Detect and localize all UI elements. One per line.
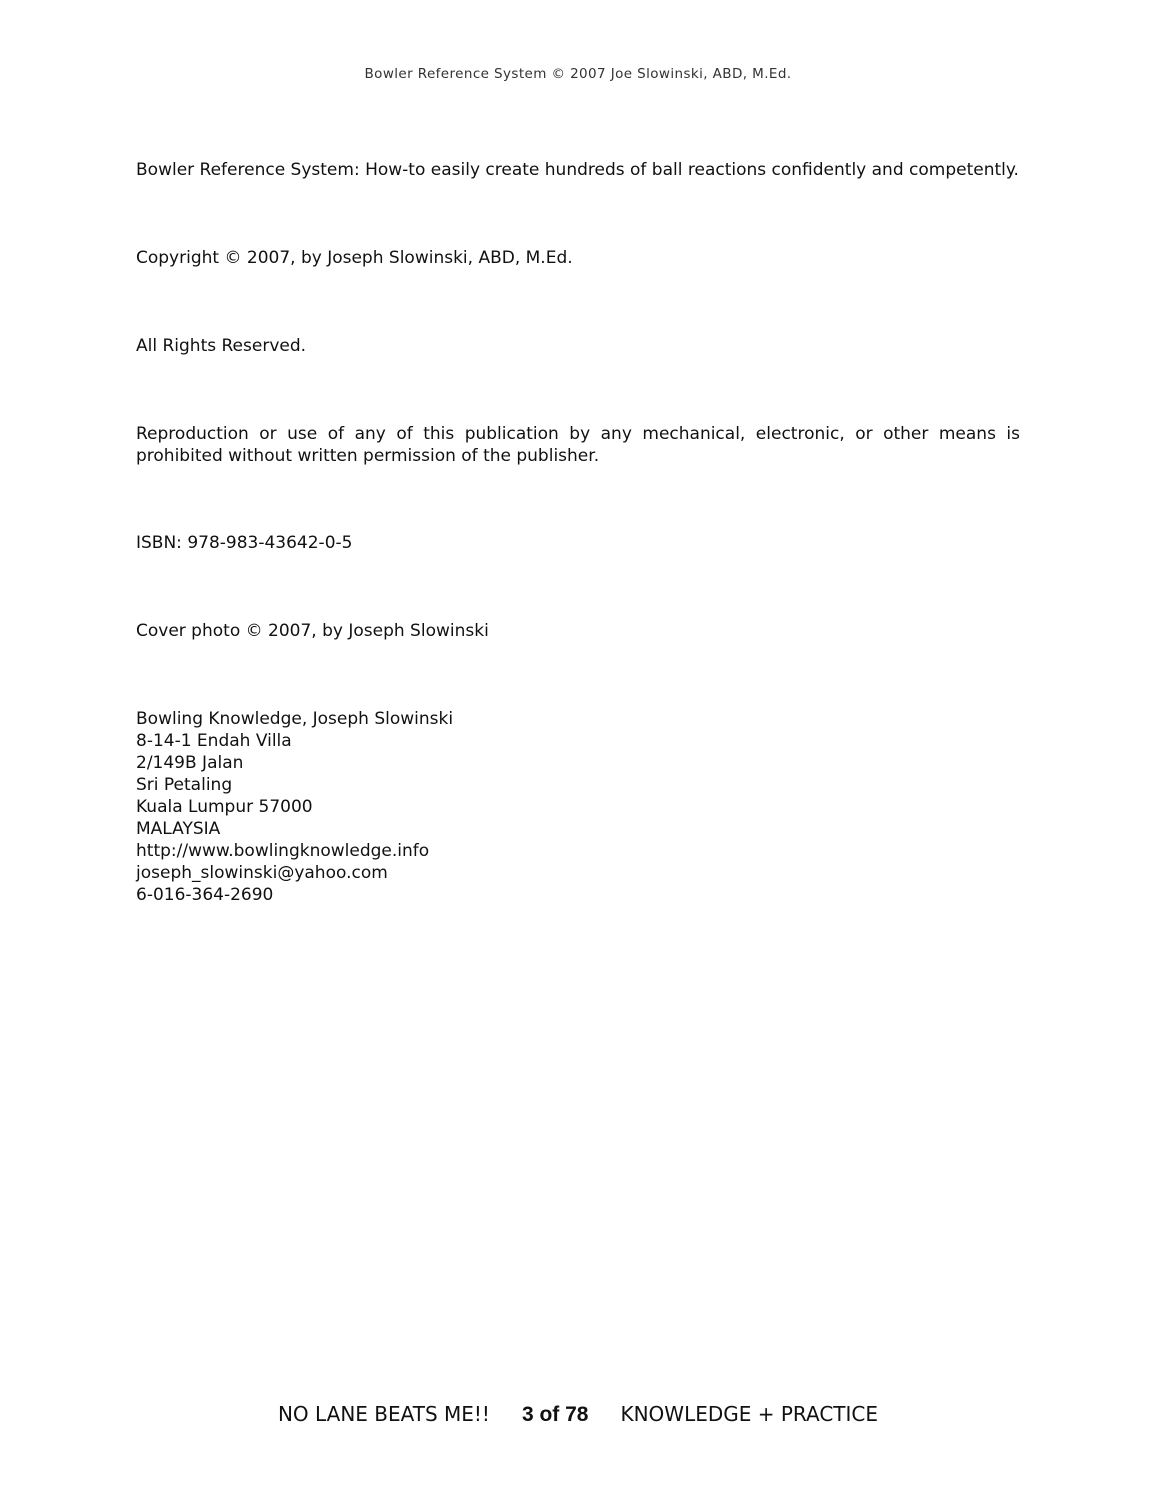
address-line-street: 8-14-1 Endah Villa (136, 731, 292, 751)
address-line-jalan: 2/149B Jalan (136, 753, 244, 773)
isbn-line: ISBN: 978-983-43642-0-5 (136, 533, 353, 553)
page-indicator: 3 of 78 (521, 1403, 589, 1426)
running-header: Bowler Reference System © 2007 Joe Slowinski, ABD, M.Ed. (364, 66, 792, 82)
address-line-area: Sri Petaling (136, 775, 233, 795)
email-link[interactable]: joseph_slowinski@yahoo.com (136, 863, 388, 883)
publisher-address (136, 708, 1020, 906)
address-line-city: Kuala Lumpur 57000 (136, 797, 313, 817)
rights-line: All Rights Reserved. (136, 336, 307, 356)
title-paragraph: Bowler Reference System: How-to easily create hundreds of ball reactions confidently and competently. (136, 160, 1019, 180)
footer-slogan: NO LANE BEATS ME!! (277, 1402, 490, 1426)
cover-photo-credit: Cover photo © 2007, by Joseph Slowinski (136, 621, 489, 641)
phone-number: 6-016-364-2690 (136, 885, 274, 905)
address-line-country: MALAYSIA (136, 819, 221, 839)
footer-tagline: KNOWLEDGE + PRACTICE (620, 1402, 879, 1426)
website-link[interactable]: http://www.bowlingknowledge.info (136, 841, 430, 861)
reproduction-notice: Reproduction or use of any of this publication by any mechanical, electronic, or other means is prohibited without written permission of the publisher. (136, 424, 1020, 466)
address-line-publisher: Bowling Knowledge, Joseph Slowinski (136, 709, 454, 729)
page-footer (0, 1402, 1156, 1427)
copyright-line: Copyright © 2007, by Joseph Slowinski, ABD, M.Ed. (136, 248, 573, 268)
